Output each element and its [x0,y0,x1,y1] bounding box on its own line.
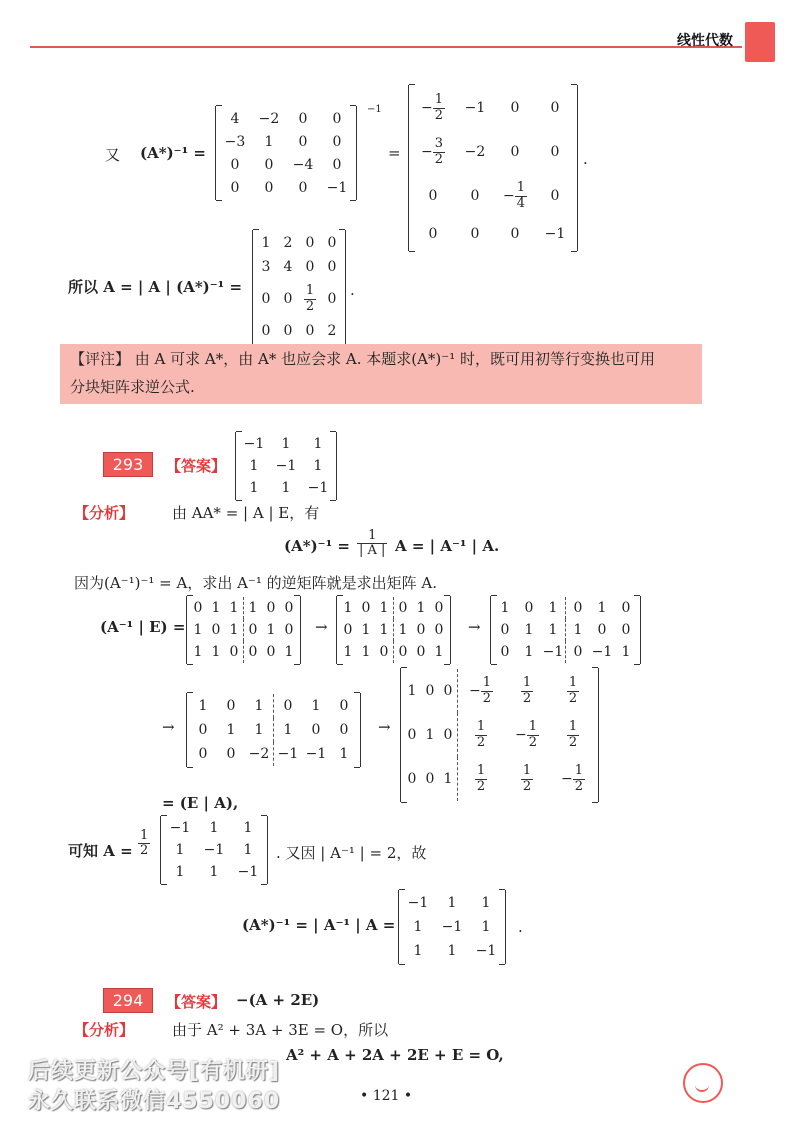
matrix-cell: 1 [597,600,607,616]
matrix-cell: 1 [548,622,558,638]
answer-294: −(A + 2E) [236,991,320,1009]
matrix-cell: 1 [413,919,423,935]
mascot-icon [683,1063,723,1103]
matrix-cell: −3 [224,133,246,150]
matrix-cell: 1 [313,436,323,452]
matrix-cell: 0 [311,722,321,738]
matrix-cell: 1 [313,458,323,474]
watermark-line1: 后续更新公众号[有机研] [28,1059,281,1084]
matrix-cell: 1 [229,622,239,638]
header-rule [30,46,742,48]
matrix-cell: $\frac{1}{2}$ [458,713,505,757]
matrix-cell: 0 [394,597,413,619]
matrix-cell: 0 [244,619,263,641]
matrix-cell: 0 [443,727,453,743]
matrix-cell: −1 [591,644,613,660]
analysis-text-294: 由于 A² + 3A + 3E = O，所以 [172,1021,389,1039]
line2-period: . [350,281,355,299]
comment-line2: 分块矩阵求逆公式. [70,378,195,396]
matrix-cell: 0 [298,133,308,150]
matrix-cell: 1 [198,698,208,714]
aug-matrix-4 [186,693,361,767]
matrix-m3: 1 2 0 0 3 4 0 0 0 0 $\frac{1}{2}$ 0 0 0 0 2 [252,230,346,344]
aug-matrix-1 [186,596,301,664]
matrix-cell: 0 [566,597,591,619]
matrix-cell: − $\frac{1}{2}$ [560,763,583,794]
question-number-293: 293 [103,452,153,477]
final-period: . [518,918,523,936]
matrix-cell: −1 [307,480,329,496]
analysis-text-293: 由 AA* = | A | E，有 [172,504,320,522]
matrix-cell: −1 [305,746,327,762]
aug-matrix-5 [400,668,599,802]
line1-period: . [583,150,588,168]
header-title: 线性代数 [677,33,733,49]
answer-matrix-293 [235,432,337,500]
matrix-cell: 1 [249,458,259,474]
matrix-cell: 1 [379,600,389,616]
matrix-cell: 0 [524,600,534,616]
matrix-cell: 1 [249,480,259,496]
matrix-cell: 0 [407,771,417,787]
know-fraction: $\frac{1}{2}$ [140,828,149,859]
matrix-cell: −2 [248,746,270,762]
matrix-cell: 1 [243,820,253,836]
matrix-cell: 0 [284,622,294,638]
matrix-cell: 1 [175,864,185,880]
matrix-cell: 1 [193,622,203,638]
arrow-4: → [378,718,391,736]
matrix-cell: −1 [275,458,297,474]
matrix-cell: 0 [226,746,236,762]
matrix-cell: 1 [434,644,444,660]
matrix-cell: −1 [441,919,463,935]
matrix-cell: − $\frac{1}{2}$ [514,719,537,750]
matrix-cell: 0 [284,600,294,616]
matrix-cell: 1 [524,622,534,638]
matrix-cell: 1 [209,820,219,836]
matrix-cell: 1 [413,943,423,959]
matrix-cell: 0 [416,644,426,660]
matrix-cell: 1 [244,597,263,619]
eq-294: A² + A + 2A + 2E + E = O, [286,1046,504,1064]
fraction: $\frac{1}{2}$ [434,92,443,123]
matrix-cell: 1 [211,644,221,660]
chapter-tab [745,22,775,62]
matrix-cell: 0 [198,722,208,738]
matrix-cell: 0 [298,179,308,196]
matrix-cell: 0 [264,156,274,173]
matrix-cell: 0 [226,698,236,714]
matrix-cell: − $\frac{1}{2}$ [458,669,505,713]
matrix-cell: 1 [229,600,239,616]
matrix-cell: 0 [597,622,607,638]
matrix-cell: 1 [379,622,389,638]
matrix-cell: 1 [548,600,558,616]
matrix-cell: 0 [425,683,435,699]
matrix-cell: 0 [230,179,240,196]
matrix-cell: 0 [434,622,444,638]
matrix-cell: 0 [621,600,631,616]
matrix-cell: 0 [266,600,276,616]
matrix-cell: 1 [443,771,453,787]
matrix-cell: −1 [243,436,265,452]
matrix-cell: 1 [254,698,264,714]
matrix-cell: 1 [447,943,457,959]
aug-matrix-3 [490,596,641,664]
matrix-cell: −2 [258,110,280,127]
matrix-cell: 0 [332,156,342,173]
matrix-m2: − $\frac{1}{2}$ −1 0 0 − $\frac{3}{2}$ −2 0 0 0 0 − $\frac{1}{4}$ 0 0 0 0 −1 [408,85,578,251]
matrix-cell: 1 [481,895,491,911]
know-after: . 又因 | A⁻¹ | = 2，故 [276,844,427,862]
matrix-m1 [215,106,357,200]
matrix-cell: −1 [169,820,191,836]
matrix-cell: −1 [203,842,225,858]
matrix-cell: 0 [566,641,591,663]
matrix-cell: 0 [230,156,240,173]
final-matrix [398,890,506,964]
line1-lhs: (A*)⁻¹ = [140,144,206,162]
matrix-cell: $\frac{1}{2}$ [458,757,505,801]
matrix-cell: 0 [394,641,413,663]
matrix-cell: 0 [339,698,349,714]
matrix-cell: 0 [361,600,371,616]
matrix-cell: $\frac{1}{2}$ [522,763,532,794]
page-number: • 121 • [360,1088,413,1104]
matrix-cell: −1 [274,742,303,766]
arrow-2: → [468,618,481,636]
know-matrix [160,816,268,884]
matrix-cell: $\frac{1}{2}$ [568,719,578,750]
matrix-cell: 1 [447,895,457,911]
matrix-cell: 0 [621,622,631,638]
matrix-cell: 1 [524,644,534,660]
aug-label: (A⁻¹ | E) = [100,618,186,636]
comment-line1: 【评注】 由 A 可求 A*，由 A* 也应会求 A. 本题求(A*)⁻¹ 时，既可用初等行变换也可用 [70,350,655,368]
matrix-cell: 1 [394,619,413,641]
analysis-tag-293: 【分析】 [74,504,135,522]
answer-tag-294: 【答案】 [166,993,227,1011]
matrix-cell: 1 [343,644,353,660]
matrix-cell: 1 [361,644,371,660]
matrix-cell: −1 [237,864,259,880]
matrix-cell: 0 [339,722,349,738]
matrix-cell: 1 [425,727,435,743]
matrix-cell: 1 [407,683,417,699]
matrix-cell: 1 [284,644,294,660]
aug-matrix-2 [336,596,451,664]
eq-EA: = (E | A), [162,794,239,812]
matrix-cell: 0 [443,683,453,699]
eq1-rhs: A = | A⁻¹ | A. [395,537,500,555]
matrix-cell: 0 [407,727,417,743]
matrix-cell: 1 [311,698,321,714]
matrix-cell: 0 [500,644,510,660]
matrix-cell: 1 [621,644,631,660]
matrix-cell: 1 [254,722,264,738]
matrix-cell: −1 [326,179,348,196]
arrow-1: → [315,618,328,636]
matrix-cell: 0 [343,622,353,638]
line1-label: 又 [105,146,121,164]
matrix-cell: 0 [500,622,510,638]
watermark-line2: 永久联系微信4550060 [28,1089,281,1114]
matrix-cell: −1 [475,943,497,959]
analysis-tag-294: 【分析】 [74,1021,135,1039]
matrix-cell: 1 [481,919,491,935]
matrix-cell: 1 [281,480,291,496]
matrix-cell: $\frac{1}{2}$ [522,675,532,706]
matrix-cell: 1 [274,718,303,742]
arrow-3: → [162,718,175,736]
matrix-cell: 1 [264,133,274,150]
matrix-cell: 0 [264,179,274,196]
matrix-cell: 0 [434,600,444,616]
matrix-cell: 1 [339,746,349,762]
matrix-cell: 0 [298,110,308,127]
matrix-cell: 0 [211,622,221,638]
matrix-cell: 1 [209,864,219,880]
matrix-cell: 0 [266,644,276,660]
know-label: 可知 A = [68,842,133,860]
matrix-cell: 0 [416,622,426,638]
because-line: 因为(A⁻¹)⁻¹ = A，求出 A⁻¹ 的逆矩阵就是求出矩阵 A. [74,574,438,592]
matrix-cell: 1 [243,842,253,858]
line1-equals: = [388,144,401,162]
matrix-cell: 1 [343,600,353,616]
matrix-cell: 1 [566,619,591,641]
matrix-cell: 4 [230,110,240,127]
matrix-cell: 1 [175,842,185,858]
matrix-cell: 0 [332,133,342,150]
matrix-cell: 1 [281,436,291,452]
eq1-lhs: (A*)⁻¹ = [284,537,350,555]
matrix-cell: 1 [266,622,276,638]
matrix-cell: 1 [211,600,221,616]
matrix-cell: 0 [274,694,303,718]
matrix-cell: 0 [193,600,203,616]
matrix-cell: $\frac{1}{2}$ [568,675,578,706]
matrix-cell: 0 [332,110,342,127]
line1-inverse-sup: −1 [367,104,382,115]
matrix-cell: −4 [292,156,314,173]
matrix-cell: 0 [244,641,263,663]
matrix-cell: 1 [361,622,371,638]
eq1-fraction: $\frac{1}{| A |}$ [359,528,386,559]
matrix-cell: 0 [379,644,389,660]
matrix-cell: −1 [542,644,564,660]
matrix-cell: 0 [229,644,239,660]
matrix-cell: 1 [416,600,426,616]
answer-tag-293: 【答案】 [166,457,227,475]
question-number-294: 294 [103,988,153,1013]
matrix-cell: 0 [425,771,435,787]
matrix-cell: 1 [500,600,510,616]
matrix-cell: 1 [226,722,236,738]
matrix-cell: −1 [407,895,429,911]
line2-label: 所以 A = | A | (A*)⁻¹ = [68,278,243,296]
matrix-cell: 1 [193,644,203,660]
matrix-cell: 0 [198,746,208,762]
final-lhs: (A*)⁻¹ = | A⁻¹ | A = [242,916,396,934]
